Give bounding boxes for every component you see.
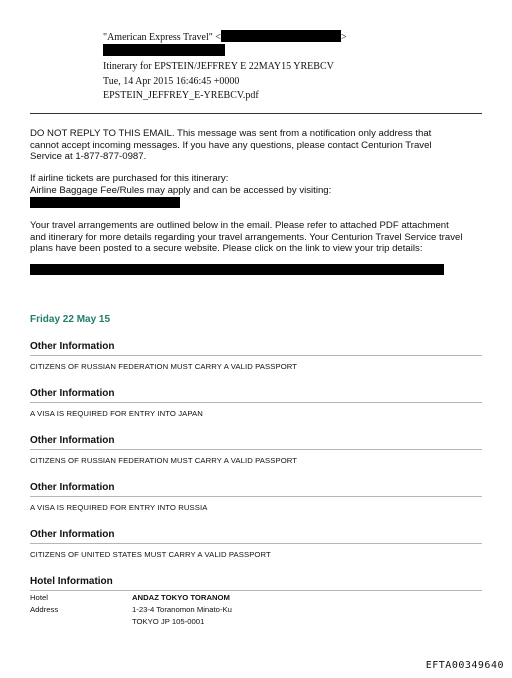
section-text: A VISA IS REQUIRED FOR ENTRY INTO RUSSIA: [30, 503, 208, 512]
from-tail: >: [340, 32, 347, 43]
arrangements-line-3: plans have been posted to a secure website. Please click on the link to view your trip details:: [30, 243, 423, 254]
no-reply-line-1: DO NOT REPLY TO THIS EMAIL. This message was sent from a notification only address that: [30, 128, 432, 139]
arrangements-line-1: Your travel arrangements are outlined below in the email. Please refer to attached PDF attachment: [30, 220, 449, 231]
attachment-file[interactable]: EPSTEIN_JEFFREY_E-YREBCV.pdf: [103, 90, 259, 101]
redacted-trip-link: [30, 264, 444, 275]
arrangements-notice: [30, 220, 490, 255]
section-divider: [30, 355, 482, 356]
hotel-section-title: Hotel Information: [30, 576, 113, 587]
info-section: [30, 340, 482, 371]
section-divider: [30, 496, 482, 497]
section-title: Other Information: [30, 482, 115, 493]
address-line-1: 1-23-4 Toranomon Minato-Ku: [132, 605, 232, 614]
section-title: Other Information: [30, 388, 115, 399]
redacted-baggage-link: [30, 197, 180, 208]
address-label: Address: [30, 605, 59, 614]
document-id: EFTA00349640: [425, 660, 504, 671]
info-section: [30, 387, 482, 418]
from-value: "American Express Travel" <: [103, 32, 221, 43]
info-section: [30, 528, 482, 559]
airline-notice: [30, 173, 490, 196]
no-reply-notice: [30, 128, 490, 163]
arrangements-line-2: and itinerary for more details regarding your travel arrangements. Your Centurion Travel Service travel: [30, 231, 463, 243]
redacted-to-address: [103, 44, 225, 56]
hotel-label: Hotel: [30, 593, 48, 602]
no-reply-line-2: cannot accept incoming messages. If you have any questions, please contact Centurion Travel: [30, 139, 432, 151]
info-section: [30, 434, 482, 465]
section-title: Other Information: [30, 529, 115, 540]
section-title: Other Information: [30, 341, 115, 352]
info-section: [30, 481, 482, 512]
section-text: CITIZENS OF RUSSIAN FEDERATION MUST CARRY A VALID PASSPORT: [30, 456, 298, 465]
airline-line-1: If airline tickets are purchased for this itinerary:: [30, 173, 229, 184]
hotel-name: ANDAZ TOKYO TORANOM: [132, 593, 230, 602]
subject-value: Itinerary for EPSTEIN/JEFFREY E 22MAY15 YREBCV: [103, 61, 334, 72]
section-text: CITIZENS OF RUSSIAN FEDERATION MUST CARRY A VALID PASSPORT: [30, 362, 298, 371]
section-text: CITIZENS OF UNITED STATES MUST CARRY A VALID PASSPORT: [30, 550, 271, 559]
redacted-from-address: [221, 30, 341, 42]
airline-line-2: Airline Baggage Fee/Rules may apply and can be accessed by visiting:: [30, 184, 332, 196]
no-reply-line-3: Service at 1-877-877-0987.: [30, 151, 147, 162]
section-text: A VISA IS REQUIRED FOR ENTRY INTO JAPAN: [30, 409, 203, 418]
header-divider: [30, 113, 482, 114]
address-line-2: TOKYO JP 105-0001: [132, 617, 205, 626]
section-divider: [30, 543, 482, 544]
hotel-section: [30, 575, 482, 591]
section-divider: [30, 402, 482, 403]
section-divider: [30, 590, 482, 591]
section-title: Other Information: [30, 435, 115, 446]
section-divider: [30, 449, 482, 450]
date-value: Tue, 14 Apr 2015 16:46:45 +0000: [103, 76, 240, 87]
day-heading: Friday 22 May 15: [30, 314, 111, 325]
